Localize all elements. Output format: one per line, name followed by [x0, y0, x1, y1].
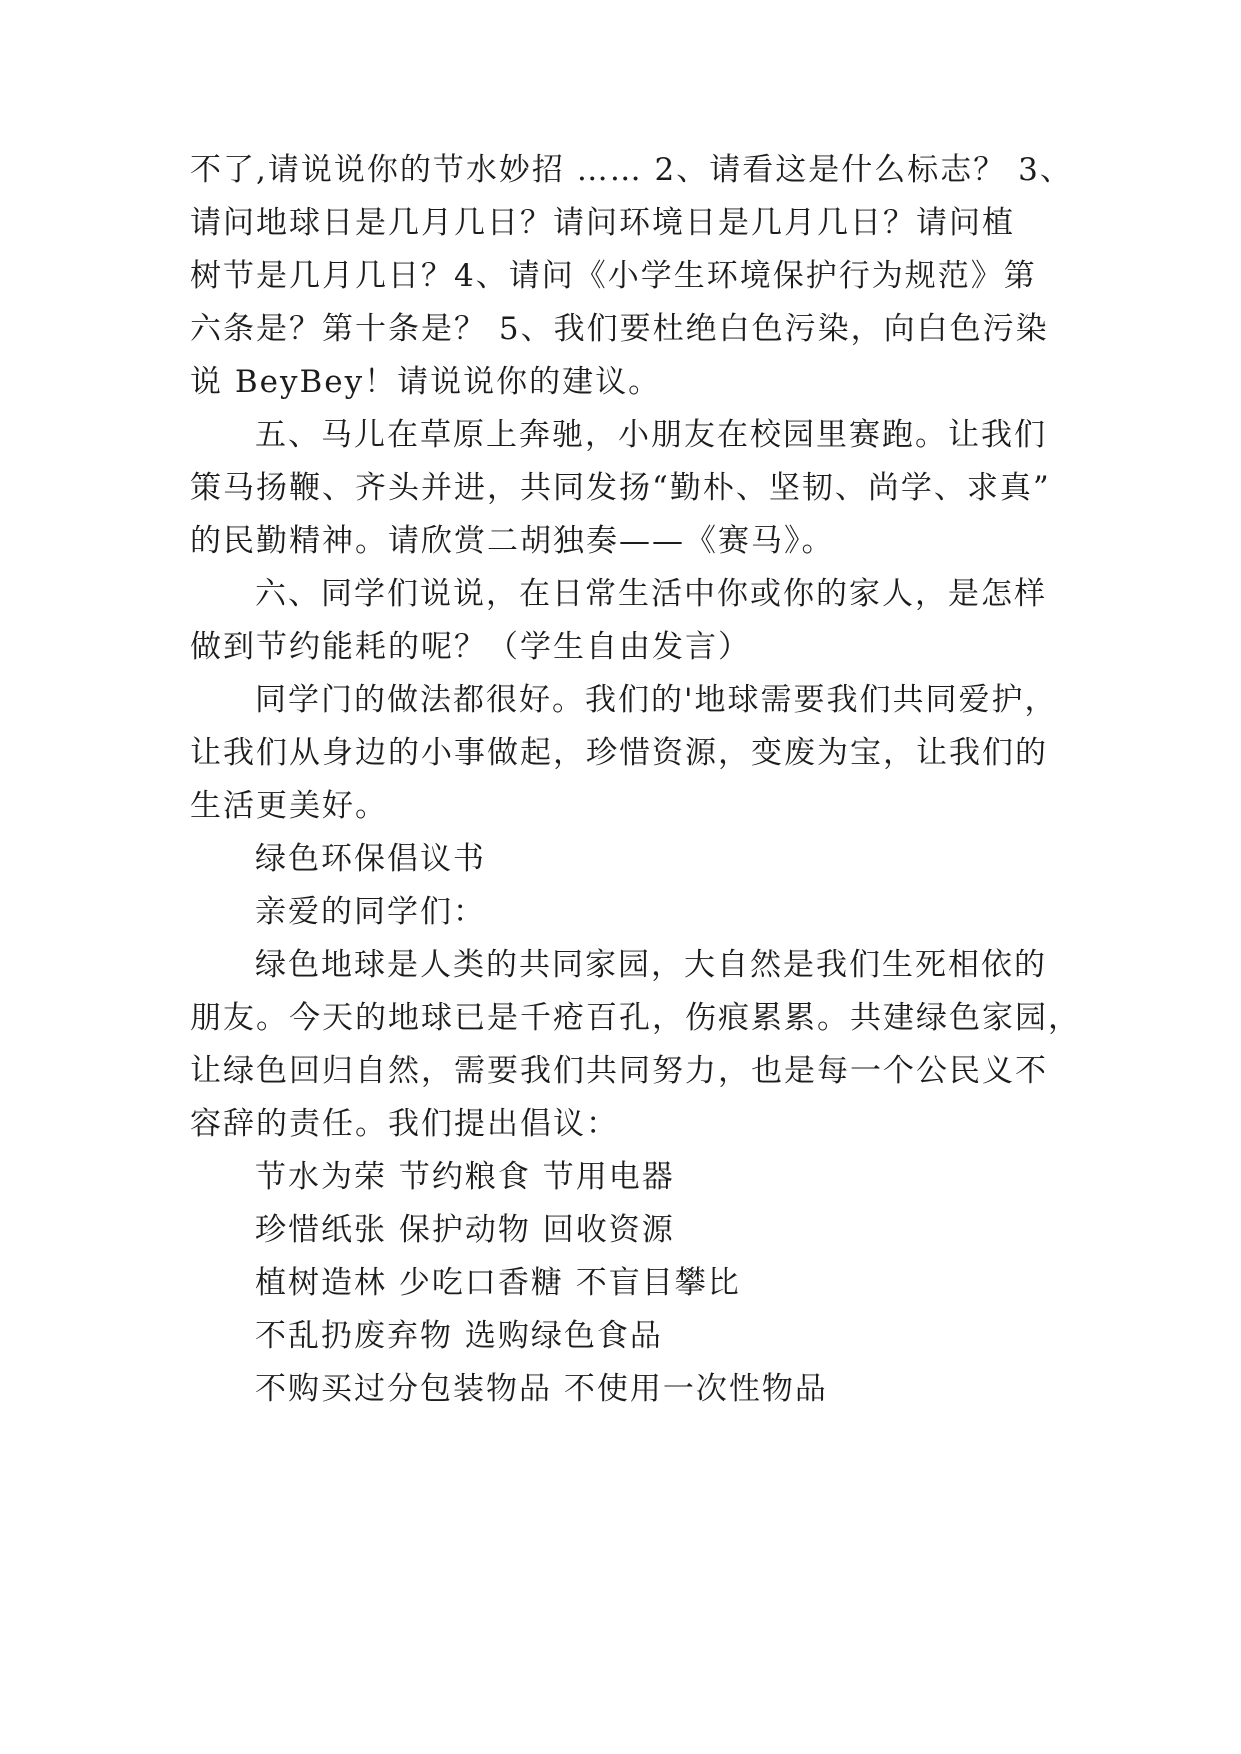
text-line: 不了,请说说你的节水妙招 …… 2、请看这是什么标志？ 3、 [190, 152, 1073, 188]
paragraph-first-line: 绿色地球是人类的共同家园，大自然是我们生死相依的 [255, 947, 1047, 983]
text-line: 策马扬鞭、齐头并进，共同发扬“勤朴、坚韧、尚学、求真” [190, 470, 1051, 506]
text-line: 请问地球日是几月几日？请问环境日是几月几日？请问植 [190, 205, 1015, 241]
section-title: 绿色环保倡议书 [255, 841, 486, 877]
salutation: 亲爱的同学们： [255, 894, 486, 930]
proposal-item: 不购买过分包装物品 不使用一次性物品 [255, 1371, 828, 1407]
text-line: 让我们从身边的小事做起，珍惜资源，变废为宝，让我们的 [190, 735, 1048, 771]
text-line: 的民勤精神。请欣赏二胡独奏——《赛马》。 [190, 523, 835, 559]
text-line: 六条是？第十条是？ 5、我们要杜绝白色污染，向白色污染 [190, 311, 1049, 347]
proposal-item: 植树造林 少吃口香糖 不盲目攀比 [255, 1265, 741, 1301]
text-line: 容辞的责任。我们提出倡议： [190, 1106, 619, 1142]
text-line: 树节是几月几日？4、请问《小学生环境保护行为规范》第 [190, 258, 1037, 294]
text-line: 朋友。今天的地球已是千疮百孔，伤痕累累。共建绿色家园， [190, 1000, 1081, 1036]
proposal-item: 不乱扔废弃物 选购绿色食品 [255, 1318, 663, 1354]
proposal-item: 珍惜纸张 保护动物 回收资源 [255, 1212, 675, 1248]
paragraph-first-line: 五、马儿在草原上奔驰，小朋友在校园里赛跑。让我们 [255, 417, 1047, 453]
paragraph-first-line: 六、同学们说说，在日常生活中你或你的家人，是怎样 [255, 576, 1047, 612]
proposal-item: 节水为荣 节约粮食 节用电器 [255, 1159, 675, 1195]
text-line: 做到节约能耗的呢？（学生自由发言） [190, 629, 751, 665]
paragraph-first-line: 同学门的做法都很好。我们的'地球需要我们共同爱护， [255, 682, 1058, 718]
text-line: 让绿色回归自然，需要我们共同努力，也是每一个公民义不 [190, 1053, 1048, 1089]
text-line: 生活更美好。 [190, 788, 388, 824]
text-line: 说 BeyBey！请说说你的建议。 [190, 364, 662, 400]
